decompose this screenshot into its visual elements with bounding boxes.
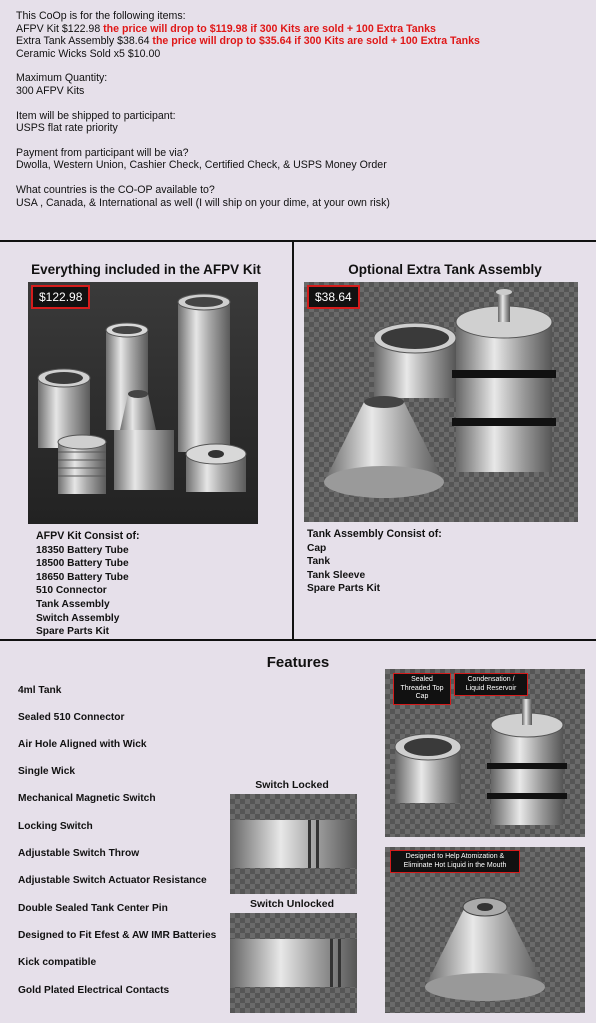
afpv-discount-note: the price will drop to $119.98 if 300 Kits are sold + 100 Extra Tanks — [103, 22, 436, 35]
switch-unlocked-image — [230, 913, 357, 1013]
switch-locked-image — [230, 794, 357, 894]
callout-atomization: Designed to Help Atomization & Eliminate Hot Liquid in the Mouth — [390, 850, 520, 873]
list-item: 18650 Battery Tube — [36, 571, 129, 583]
list-item: Cap — [307, 542, 327, 554]
tank-contents-list — [307, 528, 442, 596]
kit-contents-list — [36, 530, 140, 639]
list-item: Switch Assembly — [36, 612, 120, 624]
list-item: 18500 Battery Tube — [36, 558, 129, 570]
kit-title: Everything included in the AFPV Kit — [31, 262, 261, 277]
list-item: Spare Parts Kit — [36, 626, 110, 638]
kit-photo — [28, 282, 258, 524]
feature-item: 4ml Tank — [18, 685, 62, 696]
switch-unlocked-photo — [230, 913, 357, 1013]
feature-item: Single Wick — [18, 766, 76, 777]
feature-item: Double Sealed Tank Center Pin — [18, 903, 168, 914]
feature-item: Locking Switch — [18, 821, 93, 832]
callout-reservoir: Condensation / Liquid Reservoir — [454, 673, 528, 696]
features-title: Features — [266, 654, 330, 671]
shipping-label: Item will be shipped to participant: — [16, 109, 176, 122]
list-item: Spare Parts Kit — [307, 583, 381, 595]
divider-vertical — [292, 240, 294, 640]
feature-item: Kick compatible — [18, 957, 97, 968]
tank-price-tag: $38.64 — [307, 285, 360, 309]
shipping-value: USPS flat rate priority — [16, 122, 118, 135]
kit-price-tag: $122.98 — [31, 285, 90, 309]
switch-locked-label: Switch Locked — [255, 779, 329, 791]
payment-value: Dwolla, Western Union, Cashier Check, Certified Check, & USPS Money Order — [16, 159, 387, 172]
list-item: 510 Connector — [36, 585, 107, 597]
list-item: Tank Assembly — [36, 598, 110, 610]
wicks-price-line: Ceramic Wicks Sold x5 $10.00 — [16, 47, 161, 60]
max-quantity-label: Maximum Quantity: — [16, 72, 108, 85]
max-quantity-value: 300 AFPV Kits — [16, 84, 85, 97]
tank-discount-note: the price will drop to $35.64 if 300 Kits are sold + 100 Extra Tanks — [152, 35, 480, 48]
coop-intro — [16, 10, 586, 209]
list-item: Tank Sleeve — [307, 569, 366, 581]
divider-top — [0, 240, 596, 242]
tank-list-header: Tank Assembly Consist of: — [307, 528, 442, 540]
payment-label: Payment from participant will be via? — [16, 146, 189, 159]
switch-unlocked-label: Switch Unlocked — [249, 898, 334, 910]
feature-item: Air Hole Aligned with Wick — [18, 739, 147, 750]
switch-locked-photo — [230, 794, 357, 894]
afpv-price-line — [16, 23, 586, 36]
kit-parts-image — [28, 282, 258, 524]
divider-bottom — [0, 639, 596, 641]
feature-item: Mechanical Magnetic Switch — [18, 793, 156, 804]
feature-item: Adjustable Switch Throw — [18, 848, 140, 859]
intro-heading: This CoOp is for the following items: — [16, 10, 186, 22]
afpv-price: AFPV Kit $122.98 — [16, 22, 104, 35]
list-item: Tank — [307, 556, 331, 568]
feature-item: Adjustable Switch Actuator Resistance — [18, 875, 207, 886]
tank-price-line — [16, 35, 586, 48]
tank-parts-image — [304, 282, 578, 522]
kit-list-header: AFPV Kit Consist of: — [36, 530, 140, 542]
feature-item: Gold Plated Electrical Contacts — [18, 985, 170, 996]
countries-label: What countries is the CO-OP available to? — [16, 183, 215, 196]
countries-value: USA , Canada, & International as well (I will ship on your dime, at your own risk) — [16, 196, 390, 209]
feature-item: Sealed 510 Connector — [18, 712, 125, 723]
feature-item: Designed to Fit Efest & AW IMR Batteries — [18, 930, 217, 941]
tank-price: Extra Tank Assembly $38.64 — [16, 35, 153, 48]
tank-photo — [304, 282, 578, 522]
callout-top-cap: Sealed Threaded Top Cap — [393, 673, 451, 705]
list-item: 18350 Battery Tube — [36, 544, 129, 556]
tank-title: Optional Extra Tank Assembly — [348, 262, 542, 277]
